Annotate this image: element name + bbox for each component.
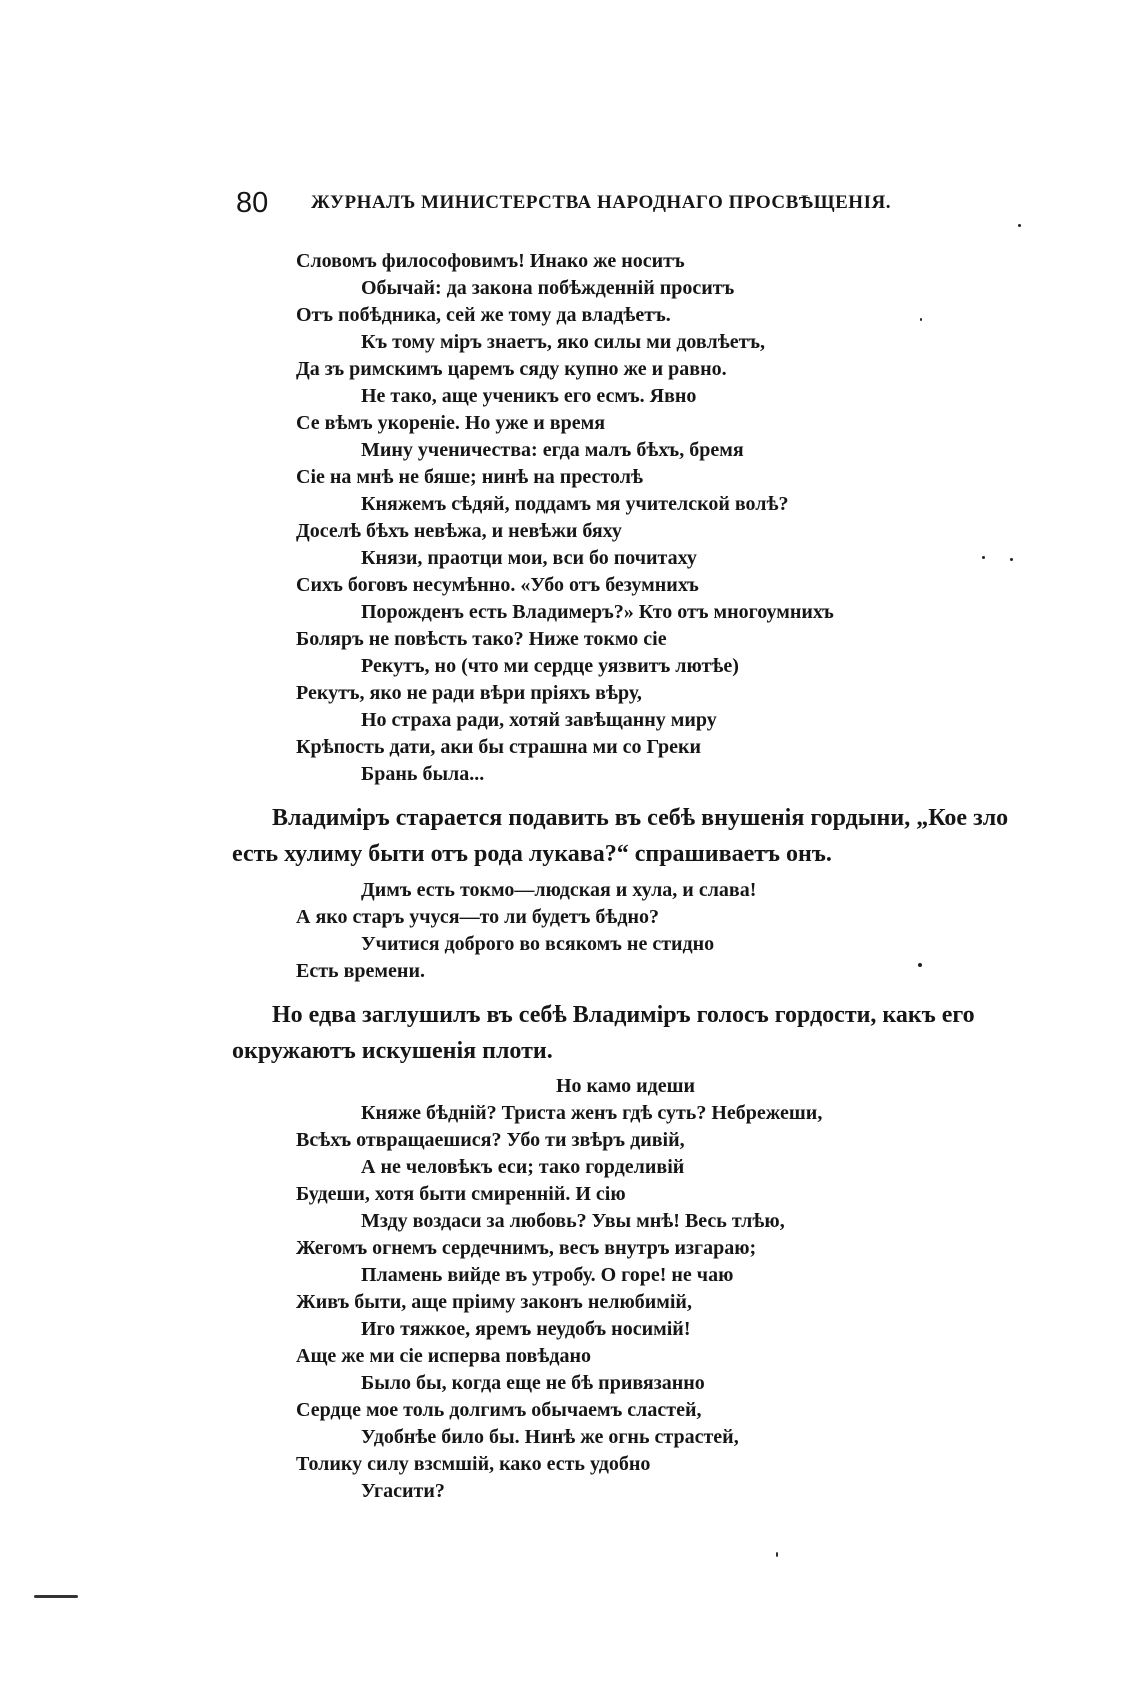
scan-speck (1010, 558, 1013, 561)
verse-line: Мзду воздаси за любовь? Увы мнѣ! Весь тлѣю, (361, 1210, 785, 1232)
verse-line: А не человѣкъ еси; тако горделивій (361, 1156, 685, 1178)
scan-speck (776, 1552, 778, 1557)
verse-line: Отъ побѣдника, сей же тому да владѣетъ. (296, 304, 671, 326)
verse-line: Было бы, когда еще не бѣ привязанно (361, 1372, 705, 1394)
prose-paragraph-1 (232, 800, 1032, 872)
verse-line: Будеши, хотя быти смиренній. И сію (296, 1183, 626, 1205)
verse-line: Да зъ римскимъ царемъ сяду купно же и равно. (296, 358, 727, 380)
page-number: 80 (236, 187, 269, 219)
scan-speck (1018, 224, 1021, 227)
verse-line: Порожденъ есть Владимеръ?» Кто отъ многоумнихъ (361, 601, 834, 623)
verse-line: Крѣпость дати, аки бы страшна ми со Греки (296, 736, 702, 758)
verse-line: Иго тяжкое, яремъ неудобъ носимій! (361, 1318, 691, 1340)
verse-line: Живъ быти, аще пріиму законъ нелюбимій, (296, 1291, 692, 1313)
scan-speck (918, 963, 922, 967)
prose-text: Но едва заглушилъ въ себѣ Владиміръ голосъ гордости, какъ его окружаютъ искушенія плоти. (232, 1002, 975, 1064)
verse-line: Аще же ми сіе исперва повѣдано (296, 1345, 591, 1367)
verse-line: Учитися доброго во всякомъ не стидно (361, 933, 715, 955)
verse-line: Сихъ боговъ несумѣнно. «Убо отъ безумнихъ (296, 574, 699, 596)
verse-line: Се вѣмъ укореніе. Но уже и время (296, 412, 606, 434)
verse-line: Рекутъ, яко не ради вѣри пріяхъ вѣру, (296, 682, 642, 704)
page-header (236, 187, 926, 227)
verse-line: Не тако, аще ученикъ его есмъ. Явно (361, 385, 697, 407)
verse-line: Жегомъ огнемъ сердечнимъ, весъ внутръ изгараю; (296, 1237, 757, 1259)
scan-speck (920, 318, 922, 321)
verse-line: Всѣхъ отвращаешися? Убо ти звѣръ дивій, (296, 1129, 685, 1151)
scan-speck (982, 556, 985, 559)
verse-line: Сіе на мнѣ не бяше; нинѣ на престолѣ (296, 466, 643, 488)
verse-line: Пламень вийде въ утробу. О горе! не чаю (361, 1264, 734, 1286)
verse-line: Димъ есть токмо—людская и хула, и слава! (361, 879, 757, 901)
verse-line: Доселѣ бѣхъ невѣжа, и невѣжи бяху (296, 520, 622, 542)
verse-line: Князи, праотци мои, вси бо почитаху (361, 547, 697, 569)
running-title: ЖУРНАЛЪ МИНИСТЕРСТВА НАРОДНАГО ПРОСВѢЩЕНІЯ. (311, 192, 891, 213)
prose-paragraph-2 (232, 997, 1032, 1069)
scan-mark (34, 1595, 78, 1598)
prose-text: Владиміръ старается подавить въ себѣ внушенія гордыни, „Кое зло есть хулиму быти отъ рода лукава?“ спрашиваетъ онъ. (232, 805, 1009, 867)
verse-line: Толику силу взсмшій, како есть удобно (296, 1453, 651, 1475)
verse-line: Но страха ради, хотяй завѣщанну миру (361, 709, 717, 731)
verse-line: Обычай: да закона побѣжденній проситъ (361, 277, 735, 299)
verse-line: Рекутъ, но (что ми сердце уязвитъ лютѣе) (361, 655, 739, 677)
verse-line: Но камо идеши (556, 1075, 696, 1097)
verse-line: Мину ученичества: егда малъ бѣхъ, бремя (361, 439, 744, 461)
verse-line: Есть времени. (296, 960, 425, 982)
verse-line: Угасити? (361, 1480, 445, 1502)
verse-line: А яко старъ учуся—то ли будетъ бѣдно? (296, 906, 660, 928)
verse-line: Брань была... (361, 763, 485, 785)
verse-line: Удобнѣе било бы. Нинѣ же огнь страстей, (361, 1426, 739, 1448)
verse-line: Княжемъ сѣдяй, поддамъ мя учителской волѣ? (361, 493, 789, 515)
verse-line: Боляръ не повѣсть тако? Ниже токмо сіе (296, 628, 667, 650)
verse-line: Къ тому міръ знаетъ, яко силы ми довлѣетъ, (361, 331, 766, 353)
verse-line: Княже бѣдній? Триста женъ гдѣ суть? Небрежеши, (361, 1102, 823, 1124)
verse-line: Сердце мое толь долгимъ обычаемъ сластей, (296, 1399, 702, 1421)
verse-line: Словомъ философовимъ! Инако же носитъ (296, 250, 685, 272)
